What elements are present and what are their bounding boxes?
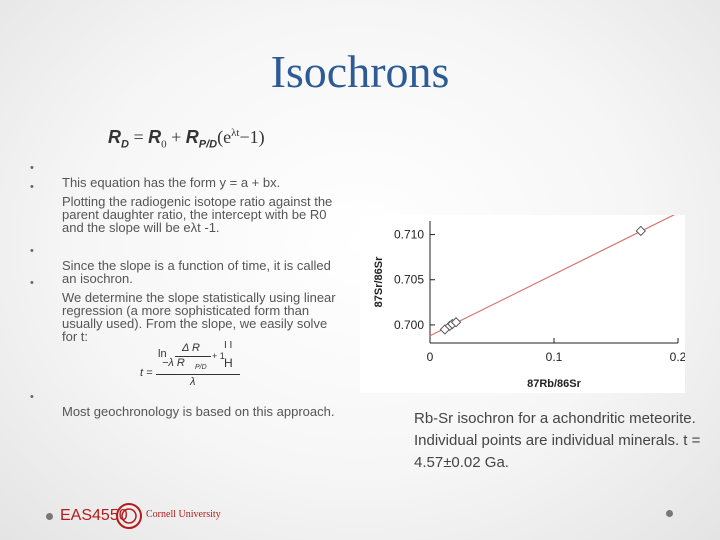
age-equation [140, 342, 250, 392]
bullet-text: Plotting the radiogenic isotope ratio against the parent daughter ratio, the intercept with be R0 and the slope will be eλt -1. [62, 194, 333, 235]
decay-equation [108, 127, 265, 151]
eq-bracket-top: I I [224, 340, 233, 351]
eq-lambda-rpd: −λ R [162, 357, 185, 369]
eq-bracket: H [224, 356, 233, 370]
eq-plus-one: + 1 [212, 351, 225, 361]
x-tick-label: 0 [426, 350, 434, 364]
figure-caption: Rb-Sr isochron for a achondritic meteorite. Individual points are individual minerals. t = 4.57±0.02 Ga. [414, 410, 701, 471]
eq-paren-e: (e [217, 127, 232, 147]
x-tick-label: 0.2 [669, 350, 685, 364]
bullet-dot: • [30, 162, 34, 174]
isochron-chart [360, 215, 685, 393]
eq-sub-pd: P/D [198, 138, 218, 151]
eq-sub-d: D [121, 138, 129, 151]
y-axis-label: 87Sr/86Sr [373, 256, 385, 308]
bullet-text: This equation has the form y = a + bx. [62, 175, 281, 190]
eq-tail: −1) [239, 127, 265, 147]
bullet-dot: • [30, 391, 34, 403]
eq-term-rpd: R [185, 127, 199, 147]
bullet-dot: • [30, 181, 34, 193]
eq-t: t = [140, 367, 153, 379]
slide-title: Isochrons [270, 46, 450, 97]
eq-delta-r: Δ R [182, 342, 200, 354]
footer-logo [48, 500, 248, 532]
y-tick-label: 0.700 [393, 317, 424, 332]
eq-plus: + [171, 127, 182, 147]
bullet-dot: • [30, 277, 34, 289]
eq-term-rd: R [108, 127, 121, 147]
eq-lambda: λ [190, 376, 196, 388]
course-code: EAS4550 [60, 507, 128, 524]
bullet-text: Since the slope is a function of time, it is called an isochron. [62, 258, 331, 286]
x-axis-label: 87Rb/86Sr [527, 378, 581, 390]
eq-term-r0: R [148, 127, 162, 147]
y-tick-label: 0.705 [393, 272, 424, 287]
bullet-item [30, 392, 342, 418]
eq-sub-0: 0 [161, 138, 167, 151]
bullet-dot: • [30, 245, 34, 257]
eq-ln: ln [158, 348, 167, 360]
eq-equals: = [133, 127, 144, 147]
cornell-seal-icon [116, 502, 142, 530]
isochron-chart-svg [360, 215, 685, 393]
data-point [636, 226, 645, 235]
slide-nav-dot-icon[interactable] [666, 510, 673, 517]
bullet-item [30, 278, 342, 343]
bullet-text: We determine the slope statistically using linear regression (a more sophisticated form than usually used). From the slope, we easily solve for t: [62, 290, 336, 344]
bullet-text: Most geochronology is based on this approach. [62, 404, 335, 419]
y-tick-label: 0.710 [393, 227, 424, 242]
eq-exponent: λt [231, 127, 240, 139]
bullet-dot-icon [46, 513, 53, 520]
bullet-item [30, 182, 342, 234]
x-tick-label: 0.1 [545, 350, 563, 364]
university-name: Cornell University [146, 509, 221, 520]
eq-sub-pd-small: P/D [195, 364, 207, 371]
